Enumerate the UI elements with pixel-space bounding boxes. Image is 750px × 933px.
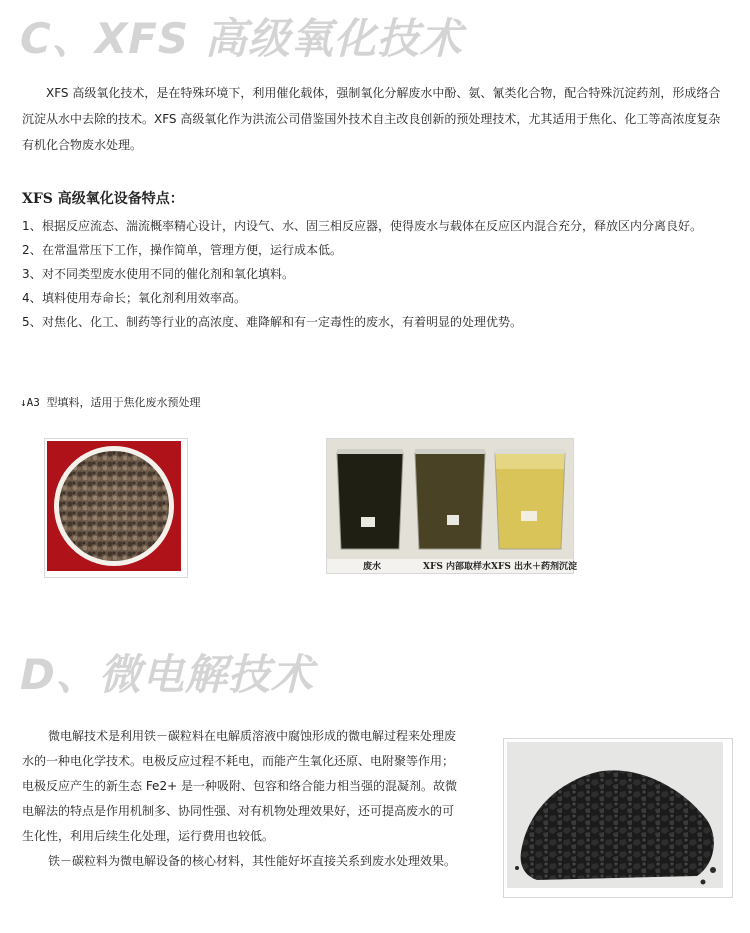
section-c-intro: XFS 高级氧化技术，是在特殊环境下，利用催化载体，强制氧化分解废水中酚、氨、氰类化合物，配合特殊沉淀药剂，形成络合沉淀从水中去除的技术。XFS 高级氧化作为洪流公司借鉴国外技术自主改良创新的预处理技术，尤其适用于焦化、化工等高浓度复杂有机化合物废水处理。 (22, 86, 721, 152)
section-d-paragraph-1: 微电解技术是利用铁－碳粒料在电解质溶液中腐蚀形成的微电解过程来处理废水的一种电化学技术。电极反应过程不耗电，而能产生氧化还原、电附聚等作用；电极反应产生的新生态 Fe2+ 是一种吸附、包容和络合能力相当强的混凝剂。故微电解法的特点是作用机制多、协同性强、对有机物处理效果好，还可提高废水的可生化性，利用后续生化处理，运行费用也较低。 (22, 729, 457, 843)
iron-carbon-photo (503, 738, 733, 898)
list-item-number: 5、 (22, 315, 42, 329)
list-item-text: 在常温常压下工作，操作简单，管理方便，运行成本低。 (42, 243, 343, 257)
beaker-label-raw: 废水 (363, 562, 382, 572)
list-item-text: 填料使用寿命长；氧化剂利用效率高。 (42, 291, 247, 305)
iron-carbon-granules-image (507, 742, 723, 888)
features-list (22, 214, 727, 334)
beakers-image (327, 439, 573, 559)
filler-photo (44, 438, 188, 578)
beaker-photo (326, 438, 578, 574)
list-item-text: 对焦化、化工、制药等行业的高浓度、难降解和有一定毒性的废水，有着明显的处理优势。 (42, 315, 523, 329)
list-item (22, 262, 727, 286)
list-item (22, 214, 727, 238)
list-item (22, 310, 727, 334)
list-item (22, 238, 727, 262)
section-d-paragraph-2: 铁－碳粒料为微电解设备的核心材料，其性能好坏直接关系到废水处理效果。 (48, 854, 457, 868)
beaker-label-internal: XFS 内部取样水 (423, 562, 492, 572)
beaker-label-effluent: XFS 出水＋药剂沉淀 (491, 562, 578, 572)
list-item-number: 2、 (22, 243, 42, 257)
list-item-number: 1、 (22, 219, 42, 233)
section-d-body (22, 724, 462, 874)
list-item-text: 根据反应流态、湍流概率精心设计，内设气、水、固三相反应器，使得废水与载体在反应区内混合充分，释放区内分离良好。 (42, 219, 703, 233)
list-item-text: 对不同类型废水使用不同的催化剂和氧化填料。 (42, 267, 295, 281)
list-item (22, 286, 727, 310)
filler-caption: ↓A3 型填料，适用于焦化废水预处理 (20, 396, 201, 409)
list-item-number: 3、 (22, 267, 42, 281)
section-d-title: D、微电解技术 (20, 650, 314, 699)
features-title: XFS 高级氧化设备特点： (22, 191, 184, 207)
list-item-number: 4、 (22, 291, 42, 305)
filler-granules-image (47, 441, 181, 571)
section-c-title: C、XFS 高级氧化技术 (20, 14, 463, 63)
